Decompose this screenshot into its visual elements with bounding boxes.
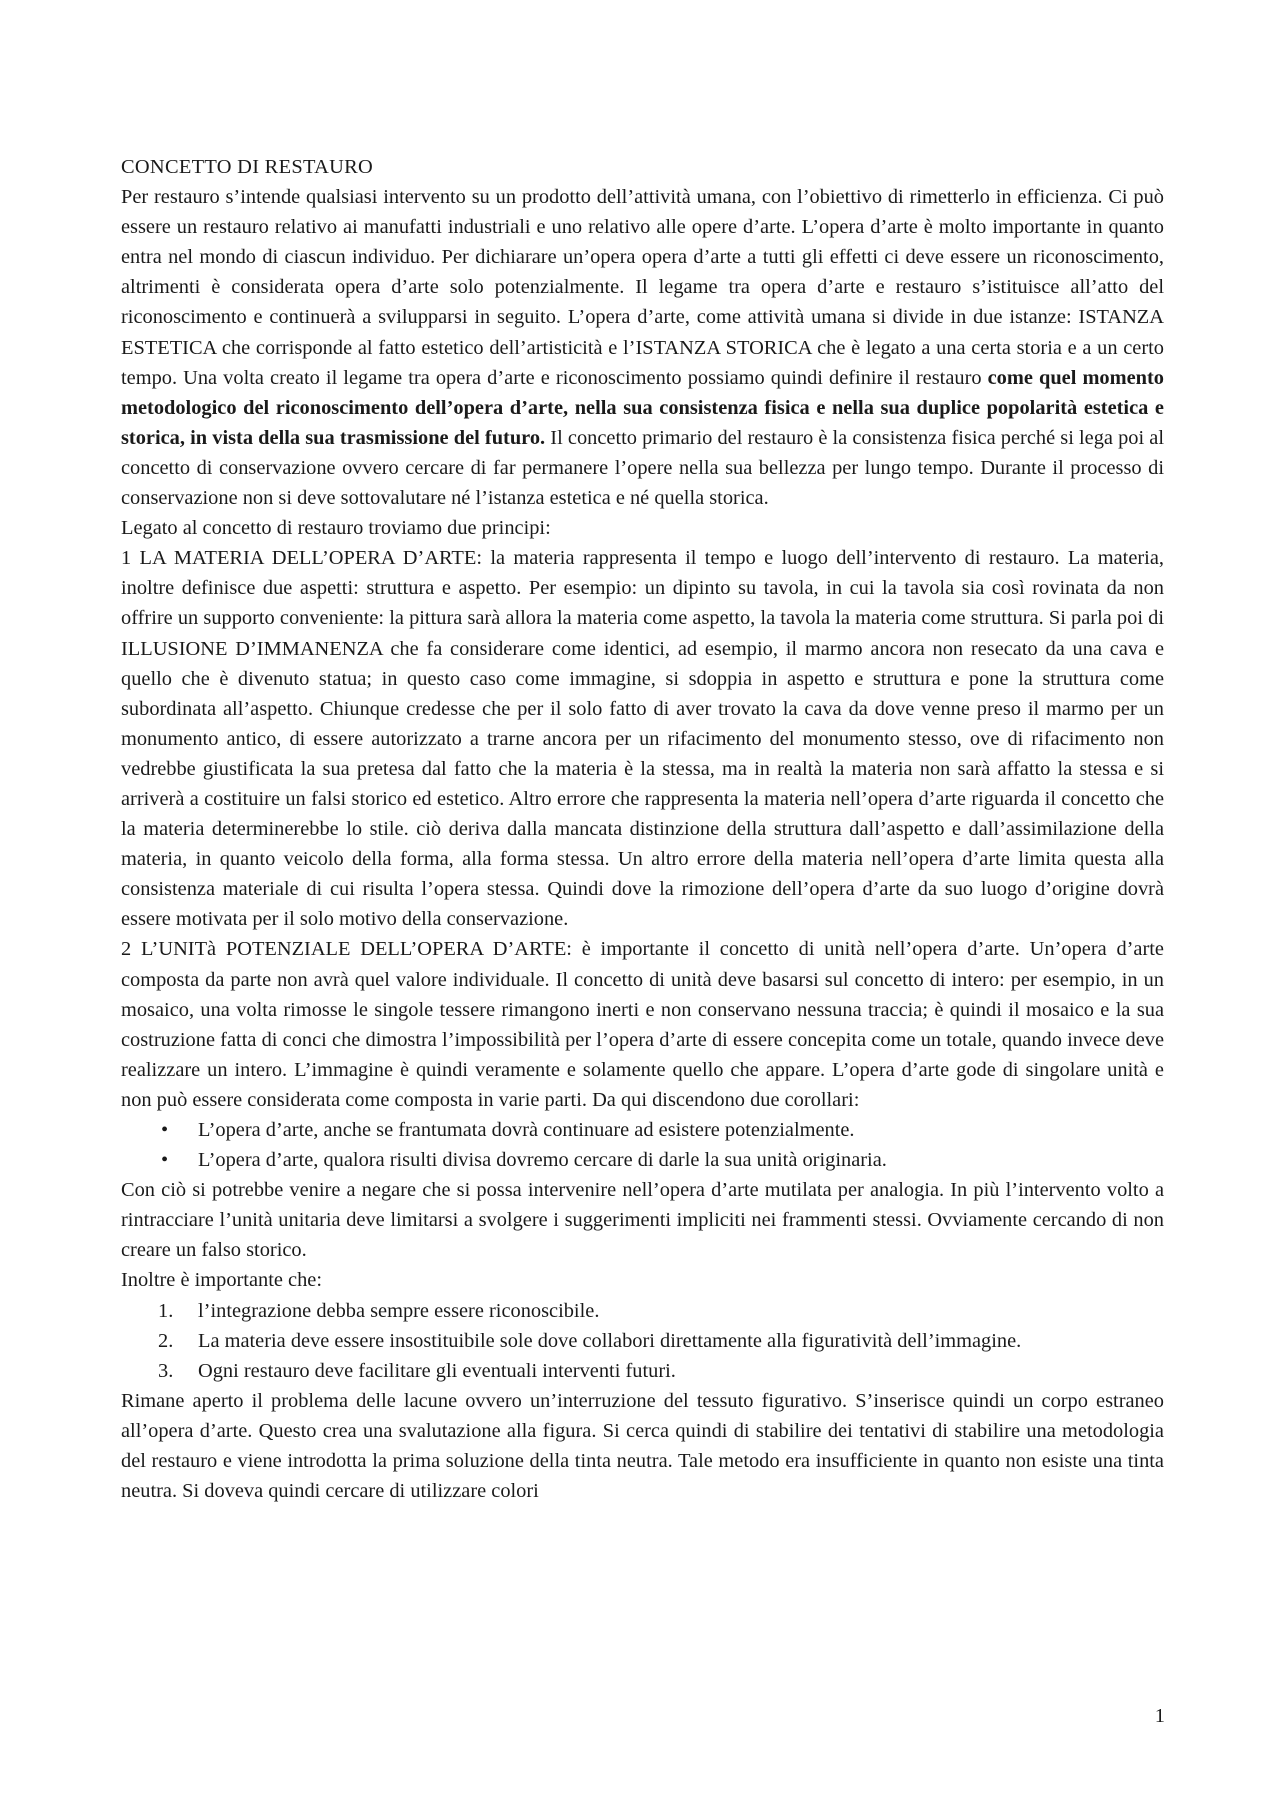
definition-bold: come quel momento metodologico del riconoscimento dell’opera d’arte, nella sua consistenza fisica e nella sua duplice popolarità estetica e storica, in vista della sua trasmissione del futuro. xyxy=(121,366,1164,449)
paragraph-principle-unita: 2 L’UNITà POTENZIALE DELL’OPERA D’ARTE: è importante il concetto di unità nell’opera d’arte. Un’opera d’arte composta da parte non avrà quel valore individuale. Il concetto di unità deve basarsi sul concetto di intero: per esempio, in un mosaico, una volta rimosse le singole tessere rimangono inerti e non conservano nessuna traccia; è quindi il mosaico e la sua costruzione fatta di conci che dimostra l’impossibilità per l’opera d’arte di essere concepita come un totale, quando invece deve realizzare un intero. L’immagine è quindi veramente e solamente quello che appare. L’opera d’arte gode di singolare unità e non può essere considerata come composta in varie parti. Da qui discendono due corollari: xyxy=(121,938,1164,1111)
list-item-text: Ogni restauro deve facilitare gli eventuali interventi futuri. xyxy=(198,1359,676,1382)
list-item xyxy=(121,1115,1164,1145)
list-item xyxy=(121,1296,1164,1326)
paragraph-inoltre: Inoltre è importante che: xyxy=(121,1269,322,1292)
paragraph-definition-text-a: Per restauro s’intende qualsiasi intervento su un prodotto dell’attività umana, con l’obiettivo di rimetterlo in efficienza. Ci può essere un restauro relativo ai manufatti industriali e uno relativo alle opere d’arte. L’opera d’arte è molto importante in quanto entra nel mondo di ciascun individuo. Per dichiarare un’opera opera d’arte a tutti gli effetti ci deve essere un riconoscimento, altrimenti è considerata opera d’arte solo potenzialmente. Il legame tra opera d’arte e restauro s’istituisce all’atto del riconoscimento e continuerà a svilupparsi in seguito. L’opera d’arte, come attività umana si divide in due istanze: ISTANZA ESTETICA che corrisponde al fatto estetico dell’artisticità e l’ISTANZA STORICA che è legato a una certa storia e a un certo tempo. Una volta creato il legame tra opera d’arte e riconoscimento possiamo quindi definire il restauro xyxy=(121,186,1164,389)
bullet-icon: • xyxy=(161,1119,169,1141)
document-page xyxy=(121,152,1164,1506)
page-number: 1 xyxy=(1154,1705,1165,1727)
corollari-list xyxy=(121,1115,1164,1175)
paragraph-lacune: Rimane aperto il problema delle lacune ovvero un’interruzione del tessuto figurativo. S’inserisce quindi un corpo estraneo all’opera d’arte. Questo crea una svalutazione alla figura. Si cerca quindi di stabilire dei tentativi di stabilire una metodologia del restauro e viene introdotta la prima soluzione della tinta neutra. Tale metodo era insufficiente in quanto non esiste una tinta neutra. Si doveva quindi cercare di utilizzare colori xyxy=(121,1389,1164,1503)
list-item xyxy=(121,1356,1164,1386)
requirements-list xyxy=(121,1296,1164,1386)
paragraph-principle-materia: 1 LA MATERIA DELL’OPERA D’ARTE: la materia rappresenta il tempo e luogo dell’intervento di restauro. La materia, inoltre definisce due aspetti: struttura e aspetto. Per esempio: un dipinto su tavola, in cui la tavola sia così rovinata da non offrire un supporto conveniente: la pittura sarà allora la materia come aspetto, la tavola la materia come struttura. Si parla poi di ILLUSIONE D’IMMANENZA che fa considerare come identici, ad esempio, il marmo ancora non resecato da una cava e quello che è divenuto statua; in questo caso come immagine, si sdoppia in aspetto e struttura e pone la struttura come subordinata all’aspetto. Chiunque credesse che per il solo fatto di aver trovato la cava da dove venne preso il marmo per un monumento antico, di essere autorizzato a trarne ancora per un rifacimento del monumento stesso, ove di rifacimento non vedrebbe giustificata la sua pretesa dal fatto che la materia è la stessa, ma in realtà la materia non sarà affatto la stessa e si arriverà a costituire un falsi storico ed estetico. Altro errore che rappresenta la materia nell’opera d’arte riguarda il concetto che la materia determinerebbe lo stile. ciò deriva dalla mancata distinzione della struttura dall’aspetto e dall’assimilazione della materia, in quanto veicolo della forma, alla forma stessa. Un altro errore della materia nell’opera d’arte limita questa alla consistenza materiale di cui risulta l’opera stessa. Quindi dove la rimozione dell’opera d’arte da suo luogo d’origine dovrà essere motivata per il solo motivo della conservazione. xyxy=(121,547,1164,931)
list-item xyxy=(121,1326,1164,1356)
paragraph-principles-intro: Legato al concetto di restauro troviamo due principi: xyxy=(121,517,551,540)
list-number: 2. xyxy=(158,1329,174,1352)
list-number: 3. xyxy=(158,1359,174,1382)
paragraph-definition-text-b: Il concetto primario del restauro è la consistenza fisica perché si lega poi al concetto di conservazione ovvero cercare di far permanere l’opere nella sua bellezza per lungo tempo. Durante il processo di conservazione non si deve sottovalutare né l’istanza estetica e né quella storica. xyxy=(121,426,1165,510)
list-item-text: La materia deve essere insostituibile sole dove collabori direttamente alla figuratività dell’immagine. xyxy=(198,1329,1022,1352)
list-item-text: l’integrazione debba sempre essere riconoscibile. xyxy=(198,1299,600,1322)
list-item xyxy=(121,1145,1164,1175)
list-number: 1. xyxy=(158,1299,174,1322)
list-item-text: L’opera d’arte, qualora risulti divisa dovremo cercare di darle la sua unità originaria. xyxy=(198,1149,887,1172)
list-item-text: L’opera d’arte, anche se frantumata dovrà continuare ad esistere potenzialmente. xyxy=(198,1119,855,1141)
paragraph-analogia: Con ciò si potrebbe venire a negare che si possa intervenire nell’opera d’arte mutilata per analogia. In più l’intervento volto a rintracciare l’unità unitaria deve limitarsi a svolgere i suggerimenti impliciti nei frammenti stessi. Ovviamente cercando di non creare un falso storico. xyxy=(121,1179,1164,1262)
bullet-icon: • xyxy=(161,1149,169,1172)
document-title: CONCETTO DI RESTAURO xyxy=(121,156,374,178)
paragraph-definition xyxy=(121,182,1164,513)
